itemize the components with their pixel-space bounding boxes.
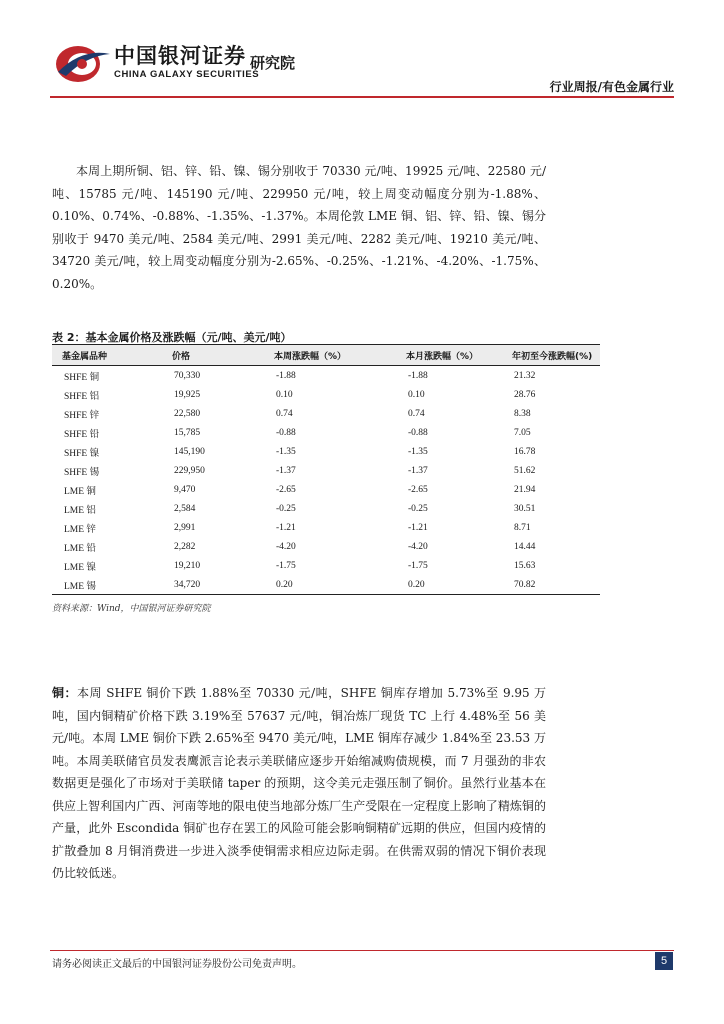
table-cell: 2,991 — [174, 522, 196, 533]
table-cell: 8.38 — [514, 408, 531, 419]
footer-disclaimer: 请务必阅读正文最后的中国银河证券股份公司免责声明。 — [52, 959, 302, 970]
table-cell: LME 锡 — [64, 581, 96, 592]
table-cell: 21.32 — [514, 370, 536, 381]
summary-paragraph: 本周上期所铜、铝、锌、铅、镍、锡分别收于 70330 元/吨、19925 元/吨、22580 元/吨、15785 元/吨、145190 元/吨、229950 元/吨，较上周变动幅度分别为-1.88%、0.10%、0.74%、-0.88%、-1.35%、-1.37%。本周伦敦 LME 铜、铝、锌、铅、镍、锡分别收于 9470 美元/吨、2584 美元/吨、2991 美元/吨、2282 美元/吨、19210 美元/吨、34720 美元/吨，较上周变动幅度分别为-2.65%、-0.25%、-1.21%、-4.20%、-1.75%、0.20%。 — [52, 164, 546, 291]
table-cell: 7.05 — [514, 427, 531, 438]
table-cell: 145,190 — [174, 446, 205, 457]
table-source: 资料来源：Wind，中国银河证券研究院 — [52, 604, 211, 614]
table-cell: -0.25 — [408, 503, 428, 514]
table-cell: -1.35 — [408, 446, 428, 457]
table-cell: 0.20 — [408, 579, 425, 590]
table-cell: 8.71 — [514, 522, 531, 533]
table-cell: -2.65 — [408, 484, 428, 495]
table-row — [52, 385, 600, 404]
table-cell: 30.51 — [514, 503, 536, 514]
table-row — [52, 575, 600, 595]
brand-name-cn: 中国银河证券 — [114, 44, 246, 68]
table-cell: -1.75 — [276, 560, 296, 571]
table-row — [52, 499, 600, 518]
table-cell: -4.20 — [276, 541, 296, 552]
table-title: 表 2：基本金属价格及涨跌幅（元/吨、美元/吨） — [52, 331, 292, 344]
table-cell: -1.88 — [408, 370, 428, 381]
table-cell: 0.74 — [276, 408, 293, 419]
table-cell: 2,282 — [174, 541, 196, 552]
galaxy-logo-icon — [52, 42, 112, 84]
table-cell: LME 铅 — [64, 543, 96, 554]
table-cell: 34,720 — [174, 579, 201, 590]
table-cell: -1.21 — [408, 522, 428, 533]
table-cell: SHFE 铅 — [64, 429, 100, 440]
table-header-row — [52, 345, 600, 366]
table-cell: LME 镍 — [64, 562, 96, 573]
table-cell: 0.74 — [408, 408, 425, 419]
table-cell: -1.21 — [276, 522, 296, 533]
copper-text: 本周 SHFE 铜价下跌 1.88%至 70330 元/吨，SHFE 铜库存增加 5.73%至 9.95 万吨，国内铜精矿价格下跌 3.19%至 57637 元/吨，铜冶炼厂现货 TC 上行 4.48%至 56 美元/吨。本周 LME 铜价下跌 2.65%至 9470 美元/吨，LME 铜库存减少 1.84%至 23.53 万吨。本周美联储官员发表鹰派言论表示美联储应逐步开始缩减购债规模，而 7 月强劲的非农数据更是强化了市场对于美联储 taper 的预期，这令美元走强压制了铜价。虽然行业基本在供应上智利国内广西、河南等地的限电使当地部分炼厂生产受限在一定程度上影响了精炼铜的产量，此外 Escondida 铜矿也存在罢工的风险可能会影响铜精矿远期的供应，但国内疫情的扩散叠加 8 月铜消费进一步进入淡季使铜需求相应边际走弱。在供需双弱的情况下铜价表现仍比较低迷。 — [52, 686, 546, 880]
table-cell: SHFE 锌 — [64, 410, 100, 421]
table-cell: -2.65 — [276, 484, 296, 495]
table-cell: 2,584 — [174, 503, 196, 514]
column-header: 本周涨跌幅（%） — [274, 351, 347, 362]
header-rule — [50, 96, 674, 98]
table-row — [52, 518, 600, 537]
table-cell: 19,210 — [174, 560, 201, 571]
table-cell: -4.20 — [408, 541, 428, 552]
brand-name-en: CHINA GALAXY SECURITIES — [114, 69, 260, 80]
table-row — [52, 556, 600, 575]
table-cell: 229,950 — [174, 465, 205, 476]
table-cell: 0.20 — [276, 579, 293, 590]
table-cell: -1.88 — [276, 370, 296, 381]
copper-lead: 铜： — [52, 686, 77, 700]
table-cell: -1.37 — [276, 465, 296, 476]
report-type: 行业周报/有色金属行业 — [549, 80, 674, 94]
table-cell: 0.10 — [276, 389, 293, 400]
table-body — [52, 366, 600, 595]
table-cell: SHFE 锡 — [64, 467, 100, 478]
table-cell: LME 铜 — [64, 486, 96, 497]
table-row — [52, 404, 600, 423]
table-row — [52, 423, 600, 442]
table-cell: 51.62 — [514, 465, 536, 476]
column-header: 本月涨跌幅（%） — [406, 351, 479, 362]
table-row — [52, 461, 600, 480]
table-cell: 15,785 — [174, 427, 201, 438]
table-cell: 28.76 — [514, 389, 536, 400]
table-row — [52, 537, 600, 556]
table-cell: 22,580 — [174, 408, 201, 419]
table-cell: 0.10 — [408, 389, 425, 400]
table-cell: 19,925 — [174, 389, 201, 400]
table-cell: 9,470 — [174, 484, 196, 495]
table-cell: -0.88 — [276, 427, 296, 438]
column-header: 年初至今涨跌幅(%) — [512, 351, 593, 362]
metal-price-table — [52, 344, 600, 595]
table-row — [52, 366, 600, 386]
table-cell: LME 铝 — [64, 505, 96, 516]
table-cell: SHFE 铝 — [64, 391, 100, 402]
table-cell: 70.82 — [514, 579, 536, 590]
table-cell: 14.44 — [514, 541, 536, 552]
copper-paragraph — [52, 682, 546, 885]
table-cell: SHFE 铜 — [64, 372, 100, 383]
table-cell: -0.88 — [408, 427, 428, 438]
table-cell: -1.35 — [276, 446, 296, 457]
table-row — [52, 442, 600, 461]
table-row — [52, 480, 600, 499]
page-number: 5 — [655, 952, 673, 970]
table-cell: 16.78 — [514, 446, 536, 457]
table-cell: SHFE 镍 — [64, 448, 100, 459]
column-header: 价格 — [172, 351, 191, 362]
table-cell: -1.37 — [408, 465, 428, 476]
table-cell: 15.63 — [514, 560, 536, 571]
table-cell: LME 锌 — [64, 524, 96, 535]
table-cell: -0.25 — [276, 503, 296, 514]
table-cell: -1.75 — [408, 560, 428, 571]
table-cell: 21.94 — [514, 484, 536, 495]
footer-rule — [50, 950, 674, 951]
column-header: 基金属品种 — [62, 351, 108, 362]
table-cell: 70,330 — [174, 370, 201, 381]
institute-label: 研究院 — [250, 54, 296, 72]
